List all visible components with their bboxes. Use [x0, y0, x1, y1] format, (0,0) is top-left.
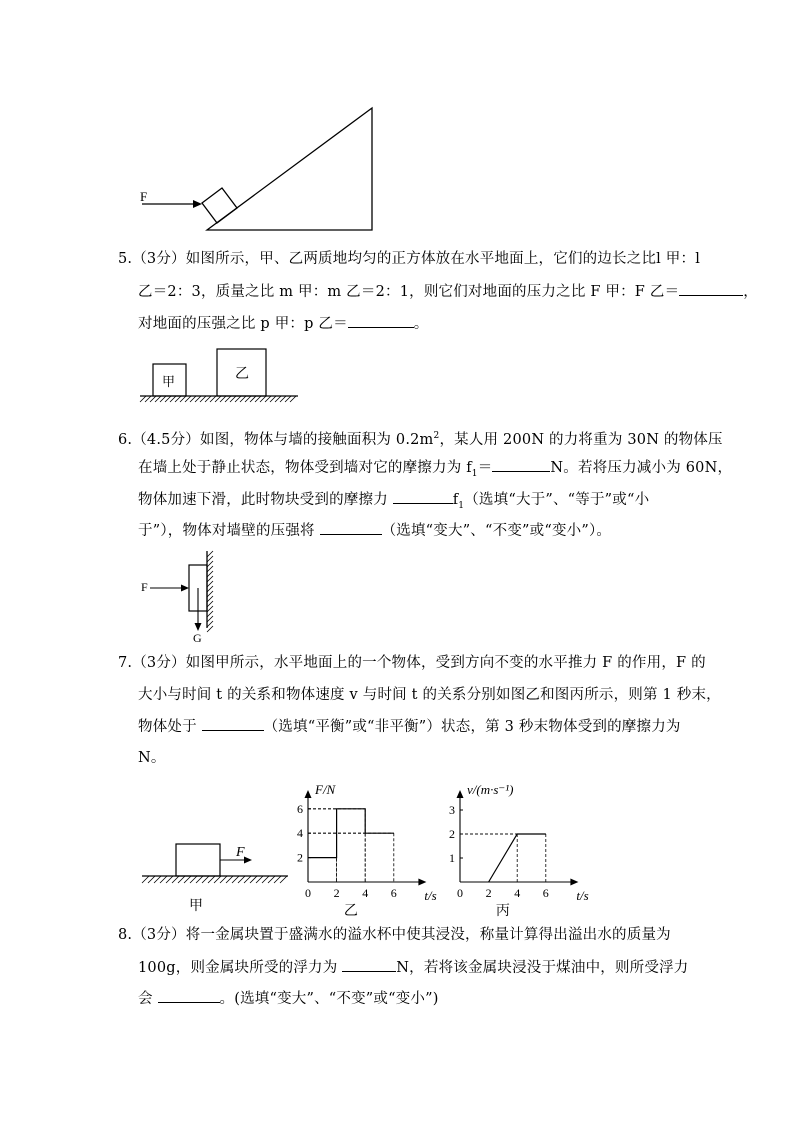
- hatch-mark: [214, 876, 221, 883]
- hatch-mark: [250, 876, 257, 883]
- hatch-mark: [235, 396, 241, 402]
- q6-line4: 于”），物体对墙壁的压强将 （选填“变大”、“不变”或“变小”）。: [138, 520, 611, 541]
- force-label: F: [140, 189, 148, 204]
- hatch-mark: [142, 876, 149, 883]
- x-axis-arrow: [418, 879, 426, 886]
- q7-line3: 物体处于 （选填“平衡”或“非平衡”）状态，第 3 秒末物体受到的摩擦力为: [138, 716, 681, 737]
- hatch-mark: [207, 586, 213, 592]
- y-tick-label: 2: [297, 850, 303, 865]
- hatch-mark: [180, 396, 186, 402]
- hatch-mark: [275, 396, 281, 402]
- hatch-mark: [285, 396, 291, 402]
- q7-figure-jia: [136, 835, 292, 920]
- hatch-mark: [270, 396, 276, 402]
- x-tick-label: 2: [333, 886, 340, 900]
- q7-line1: 7.（3分）如图甲所示，水平地面上的一个物体，受到方向不变的水平推力 F 的作用，F 的: [118, 655, 706, 671]
- x-tick-label: 2: [485, 886, 492, 900]
- push-force-arrow-head: [244, 857, 252, 864]
- force-arrow-head: [181, 585, 189, 592]
- hatch-mark: [226, 876, 233, 883]
- hatch-mark: [262, 876, 269, 883]
- hatch-mark: [145, 396, 151, 402]
- hatch-mark: [215, 396, 221, 402]
- q6-line1: 6.（4.5分）如图，物体与墙的接触面积为 $0.2m^2$，某人用 200N 的力将重为 30N 的物体压: [118, 431, 723, 448]
- hatch-mark: [230, 396, 236, 402]
- hatch-mark: [190, 396, 196, 402]
- hatch-mark: [255, 396, 261, 402]
- hatch-mark: [250, 396, 256, 402]
- hatch-mark: [220, 396, 226, 402]
- block: [176, 844, 220, 876]
- block-on-incline: [202, 188, 237, 223]
- x-tick-label: 0: [305, 886, 311, 900]
- x-axis-label: t/s: [424, 888, 437, 903]
- hatch-mark: [220, 876, 227, 883]
- y-tick-label: 6: [297, 801, 303, 816]
- hatch-mark: [154, 876, 161, 883]
- y-axis-label: F/N: [315, 782, 336, 797]
- hatch-mark: [210, 396, 216, 402]
- x-axis-arrow: [570, 879, 578, 886]
- hatch-mark: [207, 576, 213, 582]
- hatch-mark: [274, 876, 281, 883]
- block-yi-label: 乙: [235, 367, 249, 382]
- hatch-mark: [245, 396, 251, 402]
- hatch-mark: [207, 616, 213, 622]
- hatch-mark: [148, 876, 155, 883]
- hatch-mark: [207, 556, 213, 562]
- q6-blank-pressure[interactable]: [320, 520, 382, 535]
- hatch-mark: [207, 601, 213, 607]
- push-force-label: F: [236, 845, 245, 860]
- hatch-mark: [225, 396, 231, 402]
- q6-blank-compare[interactable]: [393, 489, 453, 504]
- q5-line2: 乙＝2：3，质量之比 m 甲：m 乙＝2：1，则它们对地面的压力之比 F 甲：F 乙＝ ，: [138, 281, 758, 302]
- q5-line3: 对地面的压强之比 p 甲：p 乙＝ 。: [138, 313, 429, 334]
- gravity-label: G: [193, 631, 202, 645]
- hatch-mark: [202, 876, 209, 883]
- hatch-mark: [170, 396, 176, 402]
- hatch-mark: [150, 396, 156, 402]
- chart-force-time: [296, 772, 458, 920]
- hatch-mark: [184, 876, 191, 883]
- hatch-mark: [195, 396, 201, 402]
- q8-line1: 8.（3分）将一金属块置于盛满水的溢水杯中使其浸没，称量计算得出溢出水的质量为: [118, 927, 671, 943]
- x-tick-label: 6: [390, 886, 397, 900]
- q7-line2: 大小与时间 t 的关系和物体速度 v 与时间 t 的关系分别如图乙和图丙所示，则第 1 秒末，: [138, 687, 721, 703]
- q8-blank-buoyancy[interactable]: [342, 957, 396, 972]
- q5-blank-pressure-ratio[interactable]: [348, 313, 414, 328]
- incline-figure: [130, 100, 390, 240]
- q5-line1: 5.（3分）如图所示，甲、乙两质地均匀的正方体放在水平地面上，它们的边长之比l 甲：l: [118, 251, 701, 267]
- hatch-mark: [207, 596, 213, 602]
- hatch-mark: [280, 396, 286, 402]
- q8-line2: 100g，则金属块所受的浮力为 N，若将该金属块浸没于煤油中，则所受浮力: [138, 957, 688, 978]
- hatch-mark: [208, 876, 215, 883]
- hatch-mark: [268, 876, 275, 883]
- hatch-mark: [260, 396, 266, 402]
- x-tick-label: 6: [542, 886, 549, 900]
- q7-blank-state[interactable]: [202, 716, 264, 731]
- hatch-mark: [207, 561, 213, 567]
- hatch-mark: [172, 876, 179, 883]
- hatch-mark: [185, 396, 191, 402]
- y-tick-label: 2: [449, 827, 455, 841]
- x-tick-label: 4: [514, 886, 521, 900]
- x-axis-label: t/s: [576, 888, 589, 903]
- q5-blank-force-ratio[interactable]: [679, 281, 743, 296]
- hatch-mark: [200, 396, 206, 402]
- block-jia-label: 甲: [162, 374, 176, 389]
- hatch-mark: [160, 876, 167, 883]
- gravity-arrow-head: [195, 623, 202, 631]
- hatch-mark: [160, 396, 166, 402]
- force-arrow-head: [193, 200, 202, 208]
- ground-hatching: [142, 876, 287, 883]
- chart-caption: 丙: [495, 904, 510, 919]
- y-axis-label: v/(m·s⁻¹): [467, 782, 514, 797]
- y-axis-arrow: [305, 790, 312, 798]
- q6-line2: 在墙上处于静止状态，物体受到墙对它的摩擦力为 $f_1= N$。若将压力减小为 60N，: [138, 457, 732, 484]
- hatch-mark: [165, 396, 171, 402]
- hatch-mark: [256, 876, 263, 883]
- chart-caption: 乙: [343, 904, 358, 919]
- hatch-mark: [155, 396, 161, 402]
- hatch-mark: [207, 606, 213, 612]
- force-label: F: [141, 580, 148, 594]
- wall-hatching: [207, 551, 213, 632]
- hatch-mark: [240, 396, 246, 402]
- q5-figure: [136, 344, 301, 408]
- hatch-mark: [207, 581, 213, 587]
- hatch-mark: [280, 876, 287, 883]
- hatch-mark: [207, 571, 213, 577]
- hatch-mark: [175, 396, 181, 402]
- hatch-mark: [207, 621, 213, 627]
- hatch-mark: [207, 591, 213, 597]
- hatch-mark: [205, 396, 211, 402]
- hatch-mark: [140, 396, 146, 402]
- y-axis-arrow: [457, 790, 464, 798]
- hatch-mark: [207, 551, 213, 557]
- caption-jia: 甲: [189, 899, 203, 914]
- y-tick-label: 4: [297, 826, 303, 841]
- hatch-mark: [238, 876, 245, 883]
- hatch-mark: [207, 626, 213, 632]
- x-tick-label: 4: [362, 886, 369, 900]
- hatch-mark: [207, 611, 213, 617]
- x-tick-label: 0: [457, 886, 463, 900]
- q8-blank-change[interactable]: [158, 988, 220, 1003]
- hatch-mark: [207, 566, 213, 572]
- chart-velocity-time: [448, 772, 610, 920]
- q7-line4: N。: [138, 750, 166, 766]
- q6-blank-friction[interactable]: [492, 457, 550, 472]
- hatch-mark: [166, 876, 173, 883]
- q8-line3: 会 。(选填“变大”、“不变”或“变小”): [138, 988, 439, 1009]
- hatch-mark: [290, 396, 296, 402]
- q6-line3: 物体加速下滑，此时物块受到的摩擦力 $f_1$（选填“大于”、“等于”或“小: [138, 489, 649, 516]
- hatch-mark: [232, 876, 239, 883]
- y-tick-label: 1: [449, 851, 455, 865]
- hatch-mark: [196, 876, 203, 883]
- q6-figure: [136, 548, 226, 646]
- hatch-mark: [190, 876, 197, 883]
- hatch-mark: [265, 396, 271, 402]
- ground-hatching: [140, 396, 296, 402]
- hatch-mark: [244, 876, 251, 883]
- y-tick-label: 3: [449, 803, 455, 817]
- hatch-mark: [178, 876, 185, 883]
